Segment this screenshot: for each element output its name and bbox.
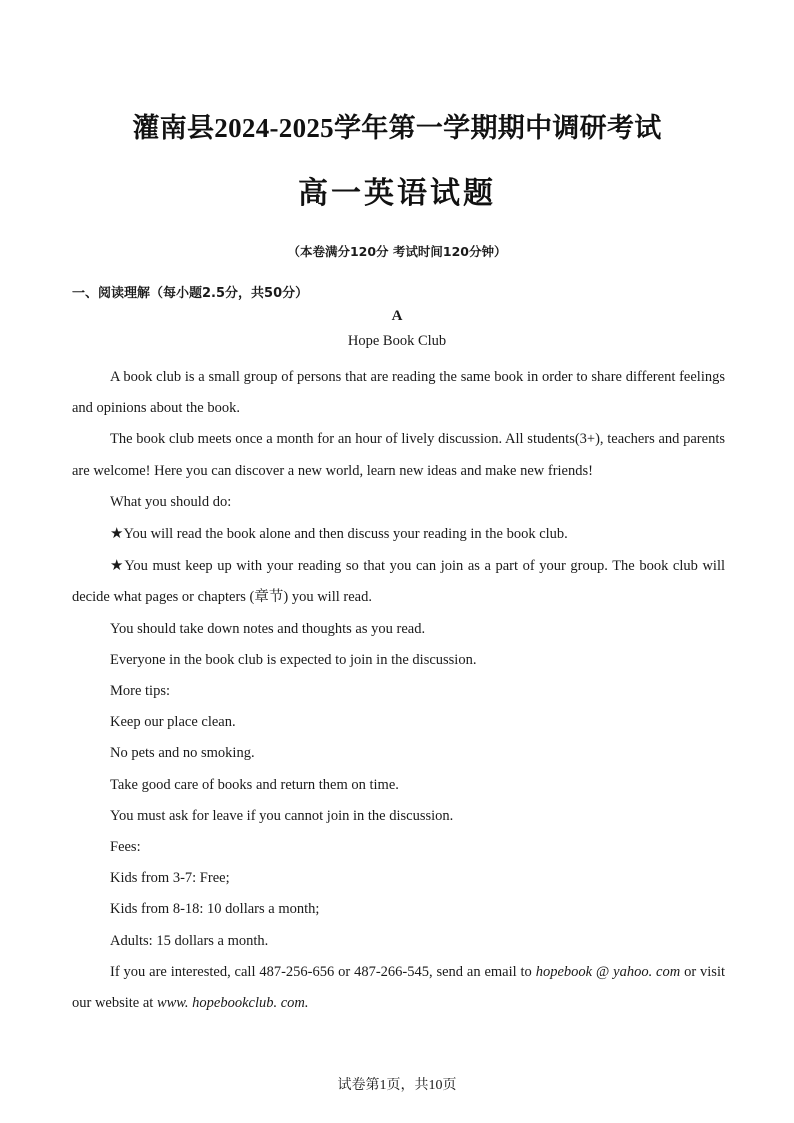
fee-1: Kids from 3-7: Free; [110,870,230,887]
email-address: hopebook @ yahoo. com [535,963,681,980]
exam-note: （本卷满分120分 考试时间120分钟） [287,244,507,259]
exam-title: 灌南县2024-2025学年第一学期期中调研考试 [132,113,662,143]
contact-paragraph [72,957,725,1019]
fee-2: Kids from 8-18: 10 dollars a month; [110,901,320,918]
star-item-2 [72,550,725,613]
contact-mid: or visit our website at [72,963,726,1012]
contact-pre: If you are interested, call 487-256-656 or 487-266-545, send an email to [110,963,536,980]
tip-4: You must ask for leave if you cannot join in the discussion. [110,807,454,824]
star-item-1-text: You will read the book alone and then discuss your reading in the book club. [123,526,568,543]
tips-heading: More tips: [110,683,171,700]
fees-heading: Fees: [110,839,141,856]
passage-title: Hope Book Club [347,333,447,349]
star-icon: ★ [110,556,125,575]
page-footer: 试卷第1页，共10页 [337,1078,457,1093]
paragraph-intro: A book club is a small group of persons that are reading the same book in order to share different feelings and opinions about the book. [72,369,725,417]
fee-3: Adults: 15 dollars a month. [110,932,269,949]
passage-letter: A [391,308,403,324]
what-heading: What you should do: [110,493,232,510]
star-icon: ★ [110,524,124,543]
notes-line: You should take down notes and thoughts as you read. [110,620,426,637]
tip-3: Take good care of books and return them on time. [110,776,399,793]
section-heading: 一、阅读理解（每小题2.5分，共50分） [72,286,309,301]
exam-subtitle: 高一英语试题 [298,177,496,210]
star-item-2-text: You must keep up with your reading so that you can join as a part of your group. The book club will decide what pages or chapters (章节) you will read. [72,558,725,606]
tip-2: No pets and no smoking. [110,745,255,762]
tip-1: Keep our place clean. [110,714,236,731]
passage-body [72,362,725,1019]
paragraph-meeting: The book club meets once a month for an hour of lively discussion. All students(3+), teachers and parents are welcome! Here you can discover a new world, learn new ideas and make new friends! [72,431,725,479]
website-address: www. hopebookclub. com. [156,995,309,1012]
star-item-1 [72,518,725,550]
everyone-line: Everyone in the book club is expected to join in the discussion. [110,651,477,668]
